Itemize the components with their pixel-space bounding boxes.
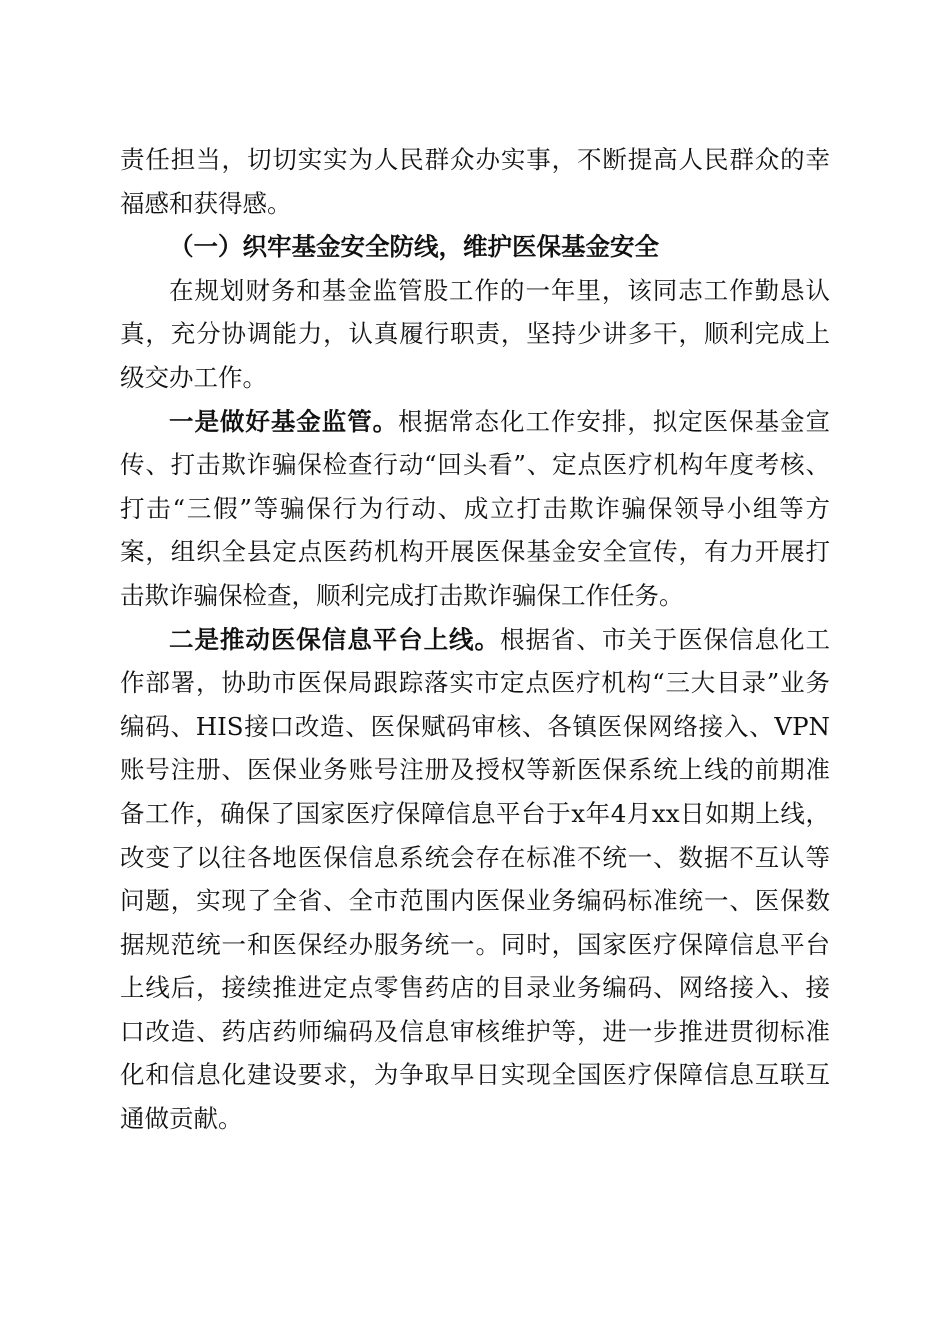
document-body [120, 138, 830, 1141]
intro-paragraph: 在规划财务和基金监管股工作的一年里，该同志工作勤恳认真，充分协调能力，认真履行职责，坚持少讲多干，顺利完成上级交办工作。 [120, 275, 830, 392]
section-heading [120, 225, 830, 269]
item-two-body: 根据省、市关于医保信息化工作部署，协助市医保局跟踪落实市定点医疗机构“三大目录”业务编码、HIS接口改造、医保赋码审核、各镇医保网络接入、VPN账号注册、医保业务账号注册及授权等新医保系统上线的前期准备工作，确保了国家医疗保障信息平台于x年4月xx日如期上线，改变了以往各地医保信息系统会存在标准不统一、数据不互认等问题，实现了全省、全市范围内医保业务编码标准统一、医保数据规范统一和医保经办服务统一。同时，国家医疗保障信息平台上线后，接续推进定点零售药店的目录业务编码、网络接入、接口改造、药店药师编码及信息审核维护等，进一步推进贯彻标准化和信息化建设要求，为争取早日实现全国医疗保障信息互联互通做贡献。 [120, 624, 831, 1134]
item-two-paragraph [120, 618, 830, 1141]
item-one-body: 根据常态化工作安排，拟定医保基金宣传、打击欺诈骗保检查行动“回头看”、定点医疗机构年度考核、打击“三假”等骗保行为行动、成立打击欺诈骗保领导小组等方案，组织全县定点医药机构开展医保基金安全宣传，有力开展打击欺诈骗保检查，顺利完成打击欺诈骗保工作任务。 [120, 406, 830, 610]
item-one-paragraph [120, 400, 830, 618]
continuation-paragraph: 责任担当，切切实实为人民群众办实事，不断提高人民群众的幸福感和获得感。 [120, 145, 830, 218]
item-two-lead: 二是推动医保信息平台上线。 [169, 624, 500, 654]
item-one-lead: 一是做好基金监管。 [169, 406, 399, 436]
section-heading-text: （一）织牢基金安全防线，维护医保基金安全 [169, 232, 659, 262]
